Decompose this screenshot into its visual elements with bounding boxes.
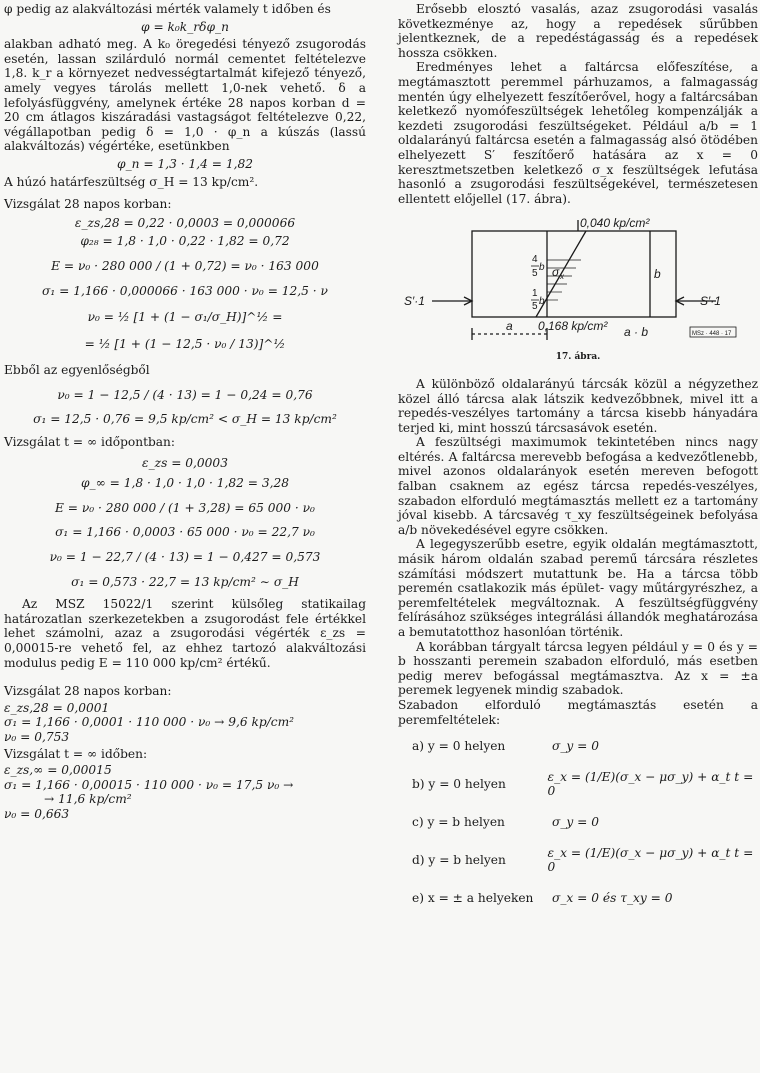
left-force-label: S′·1 <box>404 294 425 309</box>
stamp-text: MSz · 448 · 17 <box>692 331 732 338</box>
para-aspect-ratio: A különböző oldalarányú tárcsák közül a négyzethez közel álló tárcsa alak látszik kedvezőbbnek, mivel itt a repedés-veszélyes tartomány a tárcsa kisebb hányadára terjed ki, mint hosszú tárcsasávok esetén. <box>398 376 758 435</box>
para-parameters: alakban adható meg. A k₀ öregedési tényező zsugorodás esetén, lassan szilárduló normál cementet feltételezve 1,8. k_r a környezet nedvességtartalmát kifejező tényező, amely vegyes tárolás mellett 1,0-nek vehető. δ a lefolyásfüggvény, amelynek értéke 28 napos korban d = 20 cm átlagos kiszáradási vastagságot feltételezve 0,22, végállapotban pedig δ = 1,0 · φ_n a kúszás (lassú alakváltozás) végértéke, esetünkben <box>4 37 366 154</box>
boundary-condition <box>412 739 758 754</box>
para-prestress: Eredményes lehet a faltárcsa előfeszítése, a megtámasztott peremmel párhuzamos, a falmagasság mentén úgy elhelyezett feszítőerővel, hogy a faltárcsában keletkező nyomófeszültségek lehetőleg kompenzálják a kezdeti zsugorodási feszültségeket. Például a/b = 1 oldalarányú faltárcsa esetén a falmagasság alsó ötödében elhelyezett S′ feszítőerő hatására az x = 0 keresztmetszetben keletkező σ_x feszültségek lefutása hasonló a zsugorodási feszültségekével, természetesen ellentett előjellel (17. ábra). <box>398 60 758 206</box>
heading-infinity-b: Vizsgálat t = ∞ időben: <box>4 746 148 761</box>
heading-28-days-b: Vizsgálat 28 napos korban: <box>4 684 172 699</box>
equation-line: ε_zs = 0,0003 <box>142 455 228 470</box>
fraction-numerator: 4 <box>532 254 538 266</box>
equation-line: ε_zs,28 = 0,22 · 0,0003 = 0,000066 <box>74 215 296 230</box>
bottom-stress-label: 0,168 kp/cm² <box>538 319 608 334</box>
calc-infinity <box>4 456 366 590</box>
sigma-subscript: x <box>560 272 564 282</box>
equation-line: ν₀ = 0,663 <box>4 806 70 821</box>
condition-label: c) y = b helyen <box>412 814 505 829</box>
equation-line: σ₁ = 1,166 · 0,000066 · 163 000 · ν₀ = 12,5 · ν <box>42 283 328 298</box>
right-force-label: S′·1 <box>700 294 721 309</box>
calc-28-days <box>4 216 366 352</box>
equation-line: φ₂₈ = 1,8 · 1,0 · 0,22 · 1,82 = 0,72 <box>80 234 290 249</box>
equation-line: ν₀ = 1 − 22,7 / (4 · 13) = 1 − 0,427 = 0,573 <box>49 550 321 565</box>
from-equality: Ebből az egyenlőségből <box>4 363 150 378</box>
equation-line: → 11,6 kp/cm² <box>44 792 132 807</box>
condition-label: e) x = ± a helyeken <box>412 890 534 905</box>
boundary-condition <box>412 846 758 875</box>
equation-line: E = ν₀ · 280 000 / (1 + 0,72) = ν₀ · 163 000 <box>51 258 319 273</box>
wall-panel-diagram <box>402 216 742 346</box>
equation-line: ε_zs,∞ = 0,00015 <box>4 763 112 778</box>
sigma-label: σ <box>552 265 560 280</box>
calc-28-days-b <box>4 701 366 745</box>
para-stress-maxima: A feszültségi maximumok tekintetében nincs nagy eltérés. A faltárcsa merevebb befogása a kedvezőtlenebb, mivel azonos oldalarányok esetén mereven befogott falban csaknem az egész tárcsa repedés-veszélyes, szabadon elforduló megtámasztás mellett ez a tartomány jóval kisebb. A tárcsavég τ_xy feszültségeinek befolyása a/b növekedésével egyre csökken. <box>398 435 758 537</box>
dim-a-label: a <box>506 319 513 334</box>
fraction-denominator: 5 <box>532 301 538 313</box>
condition-label: a) y = 0 helyen <box>412 739 506 754</box>
calc-infinity-b <box>4 763 366 821</box>
heading-28-days: Vizsgálat 28 napos korban: <box>4 197 172 212</box>
equation-line: φ_∞ = 1,8 · 1,0 · 1,0 · 1,82 = 3,28 <box>81 476 289 491</box>
equation-line: σ₁ = 1,166 · 0,0003 · 65 000 · ν₀ = 22,7 ν₀ <box>55 525 315 540</box>
calc-from-equality <box>4 388 366 427</box>
condition-formula: ε_x = (1/E)(σ_x − μσ_y) + α_t t = 0 <box>547 845 754 875</box>
equation-line: σ₁ = 1,166 · 0,00015 · 110 000 · ν₀ = 17,5 ν₀ → <box>4 777 294 792</box>
condition-formula: σ_y = 0 <box>552 739 600 754</box>
equation-line: ν₀ = 1 − 12,5 / (4 · 13) = 1 − 0,24 = 0,76 <box>57 387 313 402</box>
equation-line: σ₁ = 1,166 · 0,0001 · 110 000 · ν₀ → 9,6 kp/cm² <box>4 715 295 730</box>
limit-stress: A húzó határfeszültség σ_H = 13 kp/cm². <box>4 174 259 189</box>
para-boundary-setup: A korábban tárgyalt tárcsa legyen például y = 0 és y = b hosszanti peremein szabadon elforduló, más esetben pedig merev befogással megtámasztva. Az x = ±a peremek legyenek mindig szabadok. <box>398 639 758 698</box>
boundary-conditions <box>398 739 758 905</box>
heading-infinity: Vizsgálat t = ∞ időpontban: <box>4 435 175 450</box>
equation-line: ν₀ = 0,753 <box>4 729 70 744</box>
phi-equation: φ = k₀k_rδφ_n <box>141 19 229 34</box>
para-simplest-case: A legegyszerűbb esetre, egyik oldalán megtámasztott, másik három oldalán szabad peremű tárcsára részletes számítási módszert mutattunk be. Ha a tárcsa több peremén csatlakozik más épület- vagy műtárgyrészhez, a peremfeltételek megváltoznak. A feszültségfüggvény felírásához szükséges integrálási állandók meghatározása a bemutatotthoz hasonlóan történik. <box>398 537 758 639</box>
fraction-b: b <box>539 262 545 274</box>
b-side-label: b <box>654 267 661 282</box>
condition-label: d) y = b helyen <box>412 852 506 867</box>
para-boundary-intro: Szabadon elforduló megtámasztás esetén a peremfeltételek: <box>398 697 758 727</box>
boundary-condition <box>412 815 758 830</box>
panel-rect <box>472 231 676 317</box>
fraction-b: b <box>539 296 545 308</box>
left-column <box>4 2 366 824</box>
para-reinforcement: Erősebb elosztó vasalás, azaz zsugorodási vasalás következménye az, hogy a repedések sűrűbben jelentkeznek, de a repedéstágasság és a repedések hossza csökken. <box>398 2 758 60</box>
equation-line: ν₀ = ½ [1 + (1 − σ₁/σ_H)]^½ = <box>87 310 283 325</box>
equation-line: σ₁ = 0,573 · 22,7 = 13 kp/cm² ∼ σ_H <box>71 574 299 589</box>
fraction-denominator: 5 <box>532 268 538 280</box>
boundary-condition <box>412 770 758 799</box>
top-stress-label: 0,040 kp/cm² <box>580 216 650 231</box>
equation-line: σ₁ = 12,5 · 0,76 = 9,5 kp/cm² < σ_H = 13 kp/cm² <box>33 412 337 427</box>
equation-line: = ½ [1 + (1 − 12,5 · ν₀ / 13)]^½ <box>84 336 286 351</box>
condition-formula: ε_x = (1/E)(σ_x − μσ_y) + α_t t = 0 <box>547 769 754 799</box>
condition-formula: σ_y = 0 <box>552 814 600 829</box>
figure-17 <box>398 216 758 365</box>
equation-line: E = ν₀ · 280 000 / (1 + 3,28) = 65 000 · ν₀ <box>55 500 315 515</box>
boundary-condition <box>412 891 758 906</box>
condition-formula: σ_x = 0 és τ_xy = 0 <box>552 890 673 905</box>
right-column <box>398 2 758 905</box>
figure-caption: 17. ábra. <box>555 352 601 363</box>
intro-text: φ pedig az alakváltozási mérték valamely t időben és <box>4 2 331 16</box>
fraction-numerator: 1 <box>532 288 538 300</box>
area-label: a · b <box>624 325 649 340</box>
msz-paragraph: Az MSZ 15022/1 szerint külsőleg statikailag határozatlan szerkezetekben a zsugorodást fele értékkel lehet számolni, azaz a zsugorodási végérték ε_zs = 0,00015-re vehető fel, az ehhez tartozó alakváltozási modulus pedig E = 110 000 kp/cm² értékű. <box>4 597 366 670</box>
phin-equation: φ_n = 1,3 · 1,4 = 1,82 <box>117 156 253 171</box>
condition-label: b) y = 0 helyen <box>412 777 506 792</box>
equation-line: ε_zs,28 = 0,0001 <box>4 700 110 715</box>
